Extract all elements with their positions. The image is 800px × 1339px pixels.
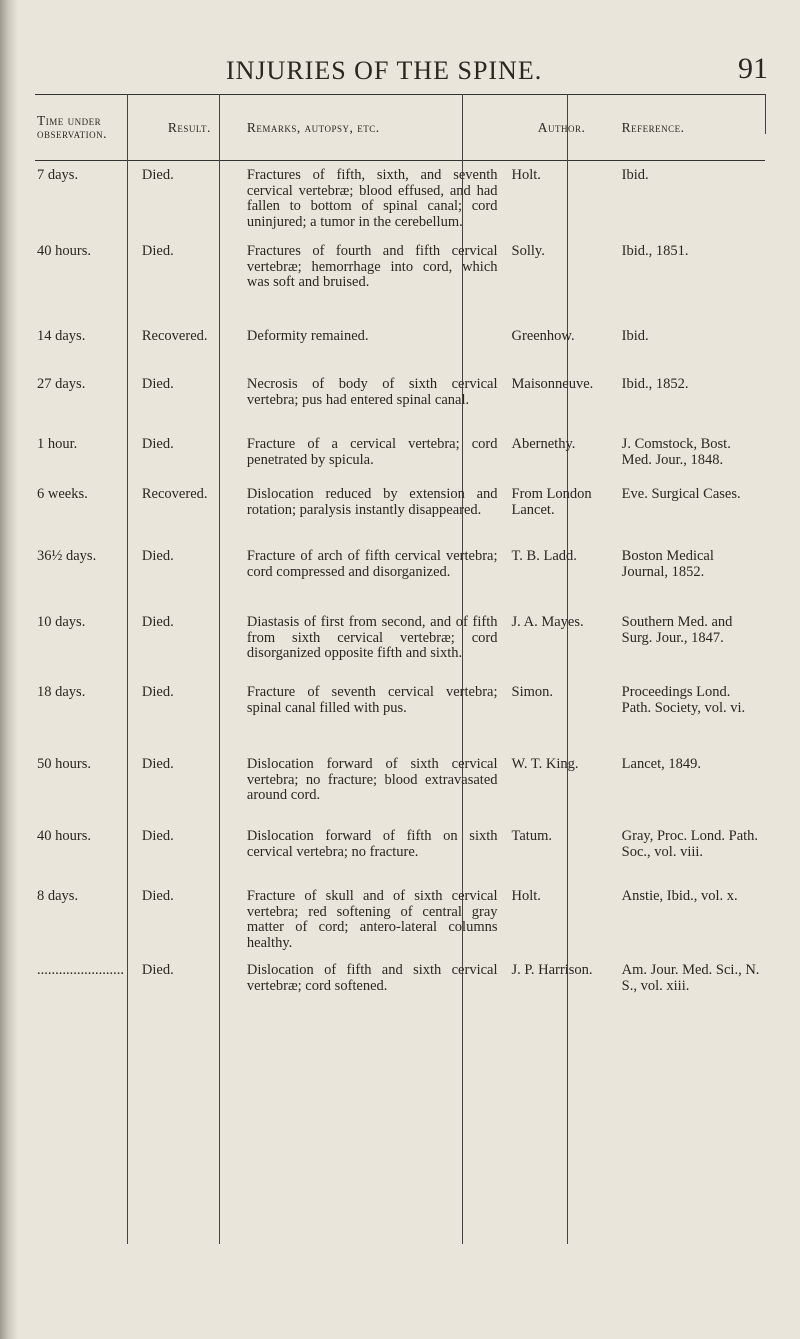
case-author: Maisonneuve. (511, 376, 594, 392)
case-reference: Proceedings Lond. Path. Society, vol. vi. (621, 684, 746, 716)
case-remarks: Deformity remained. (246, 328, 369, 344)
case-result: Died. (141, 614, 174, 630)
table-row (35, 829, 765, 889)
column-header-remarks: Remarks, autopsy, etc. (246, 119, 380, 135)
case-time: 40 hours. (37, 243, 91, 259)
table-row (35, 685, 765, 757)
case-reference: J. Comstock, Bost. Med. Jour., 1848. (621, 436, 731, 468)
case-result: Recovered. (141, 328, 208, 344)
case-author: Tatum. (511, 828, 552, 844)
case-result: Died. (141, 828, 174, 844)
case-result: Died. (141, 436, 174, 452)
case-reference: Lancet, 1849. (621, 756, 701, 772)
case-author: Simon. (511, 684, 554, 700)
case-result: Recovered. (141, 486, 208, 502)
case-time: 18 days. (37, 684, 86, 700)
table-row (35, 329, 765, 377)
case-author: Greenhow. (511, 328, 575, 344)
case-remarks: Necrosis of body of sixth cervical vertebra; pus had entered spinal canal. (246, 376, 498, 408)
case-time: 1 hour. (37, 436, 78, 452)
case-reference: Southern Med. and Surg. Jour., 1847. (621, 614, 733, 646)
case-time: 14 days. (37, 328, 86, 344)
case-time: 27 days. (37, 376, 86, 392)
case-time: 10 days. (37, 614, 86, 630)
case-time: 8 days. (37, 888, 79, 904)
case-result: Died. (141, 243, 174, 259)
case-reference: Anstie, Ibid., vol. x. (621, 888, 738, 904)
case-time: 50 hours. (37, 756, 91, 772)
case-result: Died. (141, 684, 174, 700)
case-remarks: Fractures of fifth, sixth, and seventh cervical vertebræ; blood effused, and had fallen to bottom of spinal canal; cord uninjured; a tumor in the cerebellum. (246, 167, 498, 230)
column-header-reference: Reference. (621, 119, 685, 135)
column-header-time: Time under observation. (37, 113, 107, 141)
case-reference: Ibid., 1852. (621, 376, 689, 392)
table-row (35, 757, 765, 829)
page-title: INJURIES OF THE SPINE. (226, 56, 543, 85)
table-row (35, 963, 765, 1043)
case-reference: Boston Medical Journal, 1852. (621, 548, 714, 580)
table-row (35, 549, 765, 615)
case-time: 7 days. (37, 167, 79, 183)
case-time: 36½ days. (37, 548, 97, 564)
table-row (35, 437, 765, 487)
running-head (0, 50, 800, 90)
case-author: T. B. Ladd. (511, 548, 577, 564)
case-author: J. A. Mayes. (511, 614, 584, 630)
case-time: 6 weeks. (37, 486, 88, 502)
table-row (35, 889, 765, 963)
table-row (35, 487, 765, 549)
table-row (35, 377, 765, 437)
case-remarks: Dislocation forward of fifth on sixth cervical vertebra; no fracture. (246, 828, 498, 860)
case-result: Died. (141, 376, 174, 392)
case-author: Solly. (511, 243, 545, 259)
case-table-grid (35, 94, 765, 1043)
case-result: Died. (141, 548, 174, 564)
table-header-row (35, 94, 765, 160)
case-remarks: Dislocation forward of sixth cervical vertebra; no fracture; blood extravasated around cord. (246, 756, 498, 803)
case-result: Died. (141, 167, 174, 183)
table-row (35, 160, 765, 244)
case-reference: Ibid., 1851. (621, 243, 689, 259)
case-remarks: Fracture of a cervical vertebra; cord penetrated by spicula. (246, 436, 498, 468)
table-row (35, 244, 765, 329)
case-author: From London Lancet. (511, 486, 592, 518)
case-table (35, 94, 765, 1334)
case-author: Holt. (511, 888, 541, 904)
case-result: Died. (141, 962, 174, 978)
column-header-author: Author. (537, 119, 586, 135)
case-time: ........................ (37, 962, 124, 978)
case-author: Holt. (511, 167, 541, 183)
case-author: J. P. Harrison. (511, 962, 593, 978)
case-remarks: Fracture of arch of fifth cervical vertebra; cord compressed and disorganized. (246, 548, 498, 580)
case-remarks: Fracture of skull and of sixth cervical vertebra; red softening of central gray matter of cord; antero-lateral columns healthy. (246, 888, 498, 951)
case-author: W. T. King. (511, 756, 579, 772)
column-header-result: Result. (167, 119, 211, 135)
table-row (35, 615, 765, 685)
case-result: Died. (141, 756, 174, 772)
case-reference: Am. Jour. Med. Sci., N. S., vol. xiii. (621, 962, 760, 994)
case-remarks: Fracture of seventh cervical vertebra; spinal canal filled with pus. (246, 684, 498, 716)
case-remarks: Fractures of fourth and fifth cervical vertebræ; hemorrhage into cord, which was soft and bruised. (246, 243, 498, 290)
case-remarks: Diastasis of first from second, and of fifth from sixth cervical vertebræ; cord disorganized opposite fifth and sixth. (246, 614, 498, 661)
column-divider (765, 94, 766, 134)
case-remarks: Dislocation of fifth and sixth cervical vertebræ; cord softened. (246, 962, 498, 994)
case-reference: Gray, Proc. Lond. Path. Soc., vol. viii. (621, 828, 759, 860)
page-edge-shadow (0, 0, 18, 1339)
case-reference: Eve. Surgical Cases. (621, 486, 741, 502)
case-author: Abernethy. (511, 436, 576, 452)
page-number: 91 (738, 52, 768, 85)
case-remarks: Dislocation reduced by extension and rotation; paralysis instantly disappeared. (246, 486, 498, 518)
case-reference: Ibid. (621, 328, 649, 344)
case-reference: Ibid. (621, 167, 649, 183)
case-time: 40 hours. (37, 828, 91, 844)
case-result: Died. (141, 888, 174, 904)
